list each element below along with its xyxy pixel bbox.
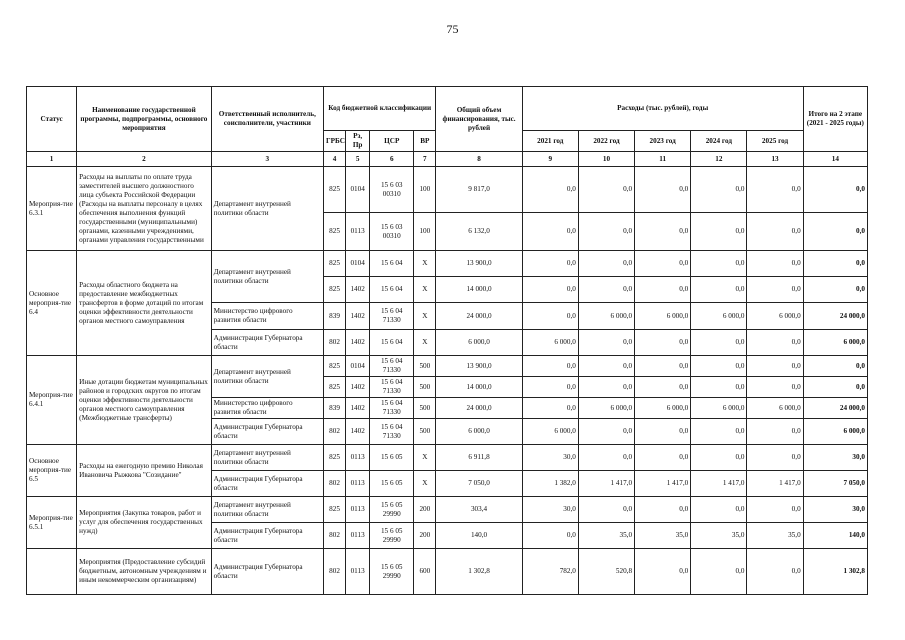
year-cell: 30,0: [522, 445, 578, 471]
year-cell: 0,0: [578, 377, 634, 398]
grbs-cell: 825: [324, 377, 346, 398]
year-cell: 0,0: [691, 277, 747, 303]
year-cell: 1 382,0: [522, 471, 578, 497]
name-cell: Иные дотации бюджетам муниципальных районов и городских округов по итогам оценки эффективности деятельности органов местного самоуправления (Межбюджетные трансферты): [77, 356, 211, 445]
column-index-row: [27, 152, 868, 167]
rzpr-cell: 1402: [346, 398, 370, 419]
year-cell: 0,0: [578, 356, 634, 377]
year-cell: 0,0: [691, 549, 747, 595]
header-status: Статус: [27, 87, 77, 152]
year-cell: 0,0: [747, 377, 803, 398]
year-cell: 6 000,0: [522, 330, 578, 356]
year-cell: 0,0: [747, 330, 803, 356]
csr-cell: 15 6 04 71330: [370, 398, 414, 419]
year-cell: 0,0: [635, 213, 691, 251]
year-cell: 35,0: [635, 523, 691, 549]
page-number: 75: [446, 22, 459, 36]
grbs-cell: 802: [324, 523, 346, 549]
table-row: [27, 251, 868, 277]
header-vr: ВР: [414, 131, 436, 152]
year-cell: 0,0: [691, 377, 747, 398]
grbs-cell: 802: [324, 471, 346, 497]
executor-cell: Департамент внутренней политики области: [211, 445, 323, 471]
year-cell: 0,0: [578, 497, 634, 523]
rzpr-cell: 1402: [346, 303, 370, 330]
year-cell: 6 000,0: [747, 398, 803, 419]
executor-cell: Департамент внутренней политики области: [211, 167, 323, 251]
year-cell: 0,0: [522, 303, 578, 330]
year-cell: 1 417,0: [691, 471, 747, 497]
rzpr-cell: 0104: [346, 167, 370, 213]
name-cell: Расходы на ежегодную премию Николая Ивановича Рыжкова "Созидание": [77, 445, 211, 497]
column-index: 6: [370, 152, 414, 167]
status-cell: Основное мероприя-тие 6.4: [27, 251, 77, 356]
stage-total-cell: 24 000,0: [803, 398, 867, 419]
csr-cell: 15 6 04: [370, 330, 414, 356]
table-row: [27, 356, 868, 377]
year-cell: 6 000,0: [522, 419, 578, 445]
csr-cell: 15 6 05: [370, 445, 414, 471]
year-cell: 0,0: [747, 549, 803, 595]
csr-cell: 15 6 04 71330: [370, 419, 414, 445]
year-cell: 0,0: [522, 398, 578, 419]
total-cell: 24 000,0: [436, 303, 522, 330]
executor-cell: Министерство цифрового развития области: [211, 303, 323, 330]
rzpr-cell: 1402: [346, 377, 370, 398]
year-cell: 0,0: [691, 356, 747, 377]
grbs-cell: 802: [324, 549, 346, 595]
vr-cell: Х: [414, 277, 436, 303]
year-cell: 0,0: [635, 445, 691, 471]
year-cell: 1 417,0: [635, 471, 691, 497]
year-cell: 0,0: [747, 356, 803, 377]
header-executor: Ответственный исполнитель, соисполнители, участники: [211, 87, 323, 152]
rzpr-cell: 0113: [346, 445, 370, 471]
rzpr-cell: 0104: [346, 251, 370, 277]
column-index: 10: [578, 152, 634, 167]
vr-cell: 200: [414, 523, 436, 549]
header-stage-total: Итого на 2 этапе (2021 - 2025 годы): [803, 87, 867, 152]
budget-table: [26, 86, 868, 595]
year-cell: 0,0: [522, 356, 578, 377]
rzpr-cell: 0113: [346, 471, 370, 497]
csr-cell: 15 6 04 71330: [370, 377, 414, 398]
year-cell: 0,0: [747, 445, 803, 471]
year-cell: 6 000,0: [691, 398, 747, 419]
vr-cell: Х: [414, 251, 436, 277]
year-cell: 6 000,0: [635, 303, 691, 330]
year-cell: 0,0: [522, 251, 578, 277]
year-cell: 35,0: [578, 523, 634, 549]
year-cell: 0,0: [522, 523, 578, 549]
total-cell: 6 000,0: [436, 330, 522, 356]
year-cell: 1 417,0: [747, 471, 803, 497]
status-cell: [27, 549, 77, 595]
stage-total-cell: 0,0: [803, 213, 867, 251]
csr-cell: 15 6 05 29990: [370, 549, 414, 595]
name-cell: Расходы областного бюджета на предоставление межбюджетных трансфертов в форме дотаций по итогам оценки эффективности деятельности органов местного самоуправления: [77, 251, 211, 356]
csr-cell: 15 6 03 00310: [370, 213, 414, 251]
table-row: [27, 167, 868, 213]
column-index: 2: [77, 152, 211, 167]
year-cell: 6 000,0: [691, 303, 747, 330]
grbs-cell: 825: [324, 213, 346, 251]
column-index: 1: [27, 152, 77, 167]
year-cell: 782,0: [522, 549, 578, 595]
vr-cell: 100: [414, 213, 436, 251]
csr-cell: 15 6 04: [370, 251, 414, 277]
executor-cell: Министерство цифрового развития области: [211, 398, 323, 419]
total-cell: 7 050,0: [436, 471, 522, 497]
year-cell: 0,0: [747, 497, 803, 523]
year-cell: 520,8: [578, 549, 634, 595]
grbs-cell: 802: [324, 419, 346, 445]
year-cell: 30,0: [522, 497, 578, 523]
total-cell: 140,0: [436, 523, 522, 549]
total-cell: 1 302,8: [436, 549, 522, 595]
vr-cell: 500: [414, 398, 436, 419]
name-cell: Мероприятия (Закупка товаров, работ и услуг для обеспечения государственных нужд): [77, 497, 211, 549]
year-cell: 0,0: [691, 213, 747, 251]
year-cell: 0,0: [522, 167, 578, 213]
column-index: 7: [414, 152, 436, 167]
header-rzpr: Рз, Пр: [346, 131, 370, 152]
year-cell: 0,0: [578, 213, 634, 251]
rzpr-cell: 1402: [346, 277, 370, 303]
year-cell: 0,0: [578, 330, 634, 356]
header-year: 2023 год: [635, 131, 691, 152]
vr-cell: Х: [414, 330, 436, 356]
stage-total-cell: 140,0: [803, 523, 867, 549]
stage-total-cell: 1 302,8: [803, 549, 867, 595]
column-index: 9: [522, 152, 578, 167]
csr-cell: 15 6 04: [370, 277, 414, 303]
executor-cell: Департамент внутренней политики области: [211, 251, 323, 303]
year-cell: 0,0: [635, 251, 691, 277]
rzpr-cell: 0113: [346, 523, 370, 549]
stage-total-cell: 30,0: [803, 497, 867, 523]
header-year: 2025 год: [747, 131, 803, 152]
year-cell: 1 417,0: [578, 471, 634, 497]
rzpr-cell: 0113: [346, 497, 370, 523]
column-index: 3: [211, 152, 323, 167]
executor-cell: Департамент внутренней политики области: [211, 497, 323, 523]
total-cell: 24 000,0: [436, 398, 522, 419]
vr-cell: 200: [414, 497, 436, 523]
grbs-cell: 825: [324, 251, 346, 277]
total-cell: 9 817,0: [436, 167, 522, 213]
csr-cell: 15 6 05: [370, 471, 414, 497]
vr-cell: 500: [414, 356, 436, 377]
year-cell: 0,0: [578, 277, 634, 303]
grbs-cell: 825: [324, 497, 346, 523]
stage-total-cell: 0,0: [803, 377, 867, 398]
grbs-cell: 839: [324, 303, 346, 330]
executor-cell: Администрация Губернатора области: [211, 419, 323, 445]
status-cell: Мероприя-тие 6.3.1: [27, 167, 77, 251]
vr-cell: Х: [414, 471, 436, 497]
executor-cell: Администрация Губернатора области: [211, 523, 323, 549]
year-cell: 0,0: [747, 419, 803, 445]
executor-cell: Администрация Губернатора области: [211, 471, 323, 497]
stage-total-cell: 6 000,0: [803, 419, 867, 445]
total-cell: 6 911,8: [436, 445, 522, 471]
header-year: 2021 год: [522, 131, 578, 152]
grbs-cell: 825: [324, 167, 346, 213]
rzpr-cell: 1402: [346, 330, 370, 356]
grbs-cell: 825: [324, 356, 346, 377]
header-total: Общий объем финансирования, тыс. рублей: [436, 87, 522, 152]
year-cell: 0,0: [747, 277, 803, 303]
stage-total-cell: 7 050,0: [803, 471, 867, 497]
column-index: 4: [324, 152, 346, 167]
grbs-cell: 825: [324, 277, 346, 303]
status-cell: Мероприя-тие 6.4.1: [27, 356, 77, 445]
year-cell: 0,0: [691, 167, 747, 213]
year-cell: 35,0: [747, 523, 803, 549]
total-cell: 303,4: [436, 497, 522, 523]
rzpr-cell: 1402: [346, 419, 370, 445]
year-cell: 0,0: [578, 167, 634, 213]
total-cell: 6 000,0: [436, 419, 522, 445]
grbs-cell: 839: [324, 398, 346, 419]
year-cell: 0,0: [747, 167, 803, 213]
year-cell: 0,0: [578, 251, 634, 277]
year-cell: 0,0: [691, 251, 747, 277]
year-cell: 6 000,0: [635, 398, 691, 419]
stage-total-cell: 0,0: [803, 251, 867, 277]
executor-cell: Администрация Губернатора области: [211, 330, 323, 356]
year-cell: 0,0: [747, 213, 803, 251]
year-cell: 0,0: [522, 277, 578, 303]
total-cell: 13 900,0: [436, 251, 522, 277]
total-cell: 14 000,0: [436, 377, 522, 398]
vr-cell: 500: [414, 377, 436, 398]
year-cell: 0,0: [635, 497, 691, 523]
column-index: 13: [747, 152, 803, 167]
stage-total-cell: 6 000,0: [803, 330, 867, 356]
header-grbs: ГРБС: [324, 131, 346, 152]
executor-cell: Департамент внутренней политики области: [211, 356, 323, 398]
column-index: 5: [346, 152, 370, 167]
year-cell: 6 000,0: [578, 303, 634, 330]
year-cell: 6 000,0: [578, 398, 634, 419]
vr-cell: Х: [414, 303, 436, 330]
status-cell: Мероприя-тие 6.5.1: [27, 497, 77, 549]
header-csr: ЦСР: [370, 131, 414, 152]
vr-cell: 500: [414, 419, 436, 445]
csr-cell: 15 6 05 29990: [370, 523, 414, 549]
stage-total-cell: 0,0: [803, 277, 867, 303]
total-cell: 6 132,0: [436, 213, 522, 251]
year-cell: 0,0: [635, 330, 691, 356]
rzpr-cell: 0113: [346, 213, 370, 251]
year-cell: 0,0: [635, 377, 691, 398]
year-cell: 0,0: [691, 445, 747, 471]
executor-cell: Администрация Губернатора области: [211, 549, 323, 595]
csr-cell: 15 6 03 00310: [370, 167, 414, 213]
year-cell: 0,0: [522, 213, 578, 251]
year-cell: 0,0: [522, 377, 578, 398]
stage-total-cell: 30,0: [803, 445, 867, 471]
year-cell: 35,0: [691, 523, 747, 549]
csr-cell: 15 6 04 71330: [370, 303, 414, 330]
year-cell: 0,0: [635, 419, 691, 445]
stage-total-cell: 0,0: [803, 356, 867, 377]
column-index: 11: [635, 152, 691, 167]
stage-total-cell: 24 000,0: [803, 303, 867, 330]
year-cell: 0,0: [691, 497, 747, 523]
header-name: Наименование государственной программы, подпрограммы, основного мероприятия: [77, 87, 211, 152]
year-cell: 0,0: [691, 419, 747, 445]
column-index: 8: [436, 152, 522, 167]
rzpr-cell: 0113: [346, 549, 370, 595]
vr-cell: Х: [414, 445, 436, 471]
header-year: 2024 год: [691, 131, 747, 152]
year-cell: 0,0: [578, 445, 634, 471]
header-expenses: Расходы (тыс. рублей), годы: [522, 87, 803, 131]
csr-cell: 15 6 04 71330: [370, 356, 414, 377]
vr-cell: 100: [414, 167, 436, 213]
vr-cell: 600: [414, 549, 436, 595]
year-cell: 0,0: [635, 167, 691, 213]
stage-total-cell: 0,0: [803, 167, 867, 213]
year-cell: 0,0: [691, 330, 747, 356]
table-row: [27, 549, 868, 595]
status-cell: Основное мероприя-тие 6.5: [27, 445, 77, 497]
total-cell: 14 000,0: [436, 277, 522, 303]
rzpr-cell: 0104: [346, 356, 370, 377]
column-index: 14: [803, 152, 867, 167]
grbs-cell: 802: [324, 330, 346, 356]
year-cell: 0,0: [635, 356, 691, 377]
column-index: 12: [691, 152, 747, 167]
table-row: [27, 497, 868, 523]
name-cell: Мероприятия (Предоставление субсидий бюджетным, автономным учреждениям и иным некоммерческим организациям): [77, 549, 211, 595]
year-cell: 0,0: [635, 277, 691, 303]
grbs-cell: 825: [324, 445, 346, 471]
header-year: 2022 год: [578, 131, 634, 152]
year-cell: 6 000,0: [747, 303, 803, 330]
header-code: Код бюджетной классификации: [324, 87, 436, 131]
total-cell: 13 900,0: [436, 356, 522, 377]
year-cell: 0,0: [635, 549, 691, 595]
csr-cell: 15 6 05 29990: [370, 497, 414, 523]
table-row: [27, 445, 868, 471]
year-cell: 0,0: [747, 251, 803, 277]
year-cell: 0,0: [578, 419, 634, 445]
name-cell: Расходы на выплаты по оплате труда заместителей высшего должностного лица субъекта Российской Федерации (Расходы на выплаты персоналу в целях обеспечения выполнения функций государственными (муниципальными) органами, казенными учреждениями, органами управления государственными: [77, 167, 211, 251]
